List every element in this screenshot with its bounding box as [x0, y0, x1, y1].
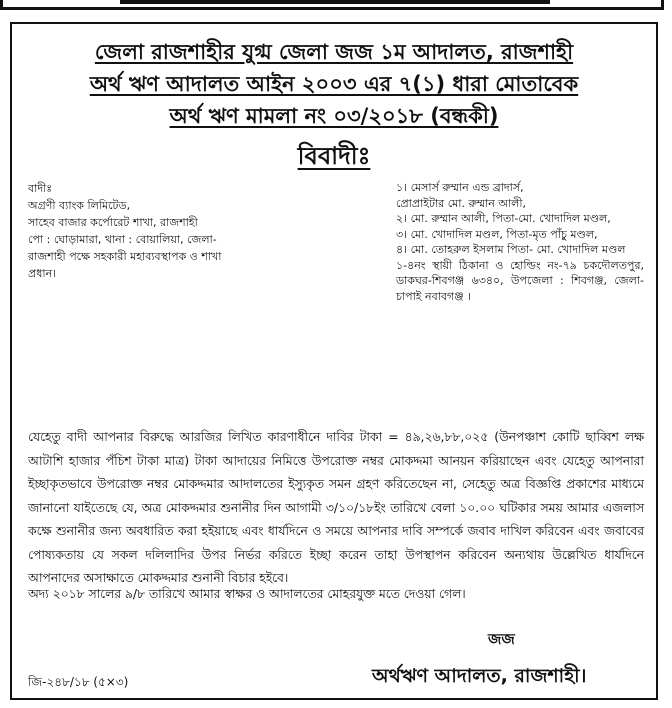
plaintiff-line: পো : ঘোড়ামারা, থানা : বোয়ালিয়া, জেলা- — [28, 233, 217, 246]
plaintiff-line: রাজশাহী পক্ষে সহকারী মহাব্যবস্থাপক ও শাখা — [28, 250, 222, 263]
defendant-line: ৩। মো. খোদাদিল মণ্ডল, পিতা-মৃত পাঁচু মণ্ডল, — [396, 227, 598, 241]
defendant-line: ২। মো. রুম্মান আলী, পিতা-মো. খোদাদিল মণ্ডল, — [396, 212, 611, 225]
defendant-line: ৪। মো. তোহরুল ইসলাম পিতা- মো. খোদাদিল মণ্ডল — [396, 243, 626, 256]
judge-title: জজ — [488, 630, 515, 648]
court-notice — [10, 22, 658, 700]
section-heading: বিবাদীঃ — [297, 142, 371, 170]
signing-court: অর্থঋণ আদালত, রাজশাহী। — [372, 665, 587, 687]
plaintiff-line: সাহেব বাজার কর্পোরেট শাখা, রাজশাহী — [28, 216, 198, 229]
case-number: অর্থ ঋণ মামলা নং ০৩/২০১৮ (বন্ধকী) — [169, 104, 499, 128]
court-name: জেলা রাজশাহীর যুগ্ম জেলা জজ ১ম আদালত, রাজশাহী — [94, 40, 574, 64]
defendants-block — [396, 180, 644, 304]
plaintiff-label: বাদীঃ — [28, 182, 53, 195]
law-reference: অর্থ ঋণ আদালত আইন ২০০৩ এর ৭(১) ধারা মোতাবেক — [89, 72, 579, 96]
plaintiff-line: অগ্রণী ব্যাংক লিমিটেড, — [28, 199, 131, 212]
publication-reference: জি-২৪৮/১৮ (৫×৩) — [28, 675, 129, 689]
defendant-address: ১-৪নং স্থায়ী ঠিকানা ও হোল্ডিং নং-৭৯ চকদৌলতপুর, ডাকঘর-শিবগঞ্জ ৬৩৪০, উপজেলা : শিবগঞ্জ, জেলা-চাপাই নবাবগঞ্জ । — [396, 258, 644, 303]
plaintiff-line: প্রধান। — [28, 267, 57, 280]
previous-notice-rule — [120, 0, 550, 4]
defendant-line: ১। মেসার্স রুম্মান এন্ড ব্রাদার্স, — [396, 181, 524, 194]
defendant-line: প্রোপ্রাইটার মো. রুম্মান আলী, — [396, 196, 527, 210]
issue-date-line: অদ্য ২০১৮ সালের ৯/৮ তারিখে আমার স্বাক্ষর ও আদালতের মোহরযুক্ত মতে দেওয়া গেল। — [28, 587, 466, 601]
notice-body: যেহেতু বাদী আপনার বিরুদ্ধে আরজির লিখিত কারণাধীনে দাবির টাকা = ৪৯,২৬,৮৮,০২৫ (উনপঞ্চাশ কোটি ছাব্বিশ লক্ষ আটাশি হাজার পঁচিশ টাকা মাত্র) টাকা আদায়ের নিমিত্তে উপরোক্ত নম্বর মোকদ্দমা আনয়ন করিয়াছেন এবং যেহেতু আপনারা ইচ্ছাকৃতভাবে উপরোক্ত নম্বর মোকদ্দমার আদালতের ইস্যুকৃত সমন গ্রহণ করিতেছেন না, সেহেতু অত্র বিজ্ঞপ্তি প্রকাশের মাধ্যমে জানানো যাইতেছে যে, অত্র মোকদ্দমার শুনানীর দিন আগামী ৩/১০/১৮ইং তারিখে বেলা ১০.০০ ঘটিকার সময় আমার এজলাস কক্ষে শুনানীর জন্য অবধারিত করা হইয়াছে এবং ধার্যদিনে ও সময়ে আপনার দাবি সম্পর্কে জবাব দাখিল করিবেন এবং জবাবের পোষ্যকতায় যে সকল দলিলাদির উপর নির্ভর করিতে ইচ্ছা করেন তাহা উপস্থাপন করিবেন অন্যথায় উল্লেখিত ধার্যদিনে আপনাদের অসাক্ষাতে মোকদ্দমার শুনানী বিচার হইবে। — [28, 430, 644, 585]
plaintiff-block — [28, 180, 308, 282]
